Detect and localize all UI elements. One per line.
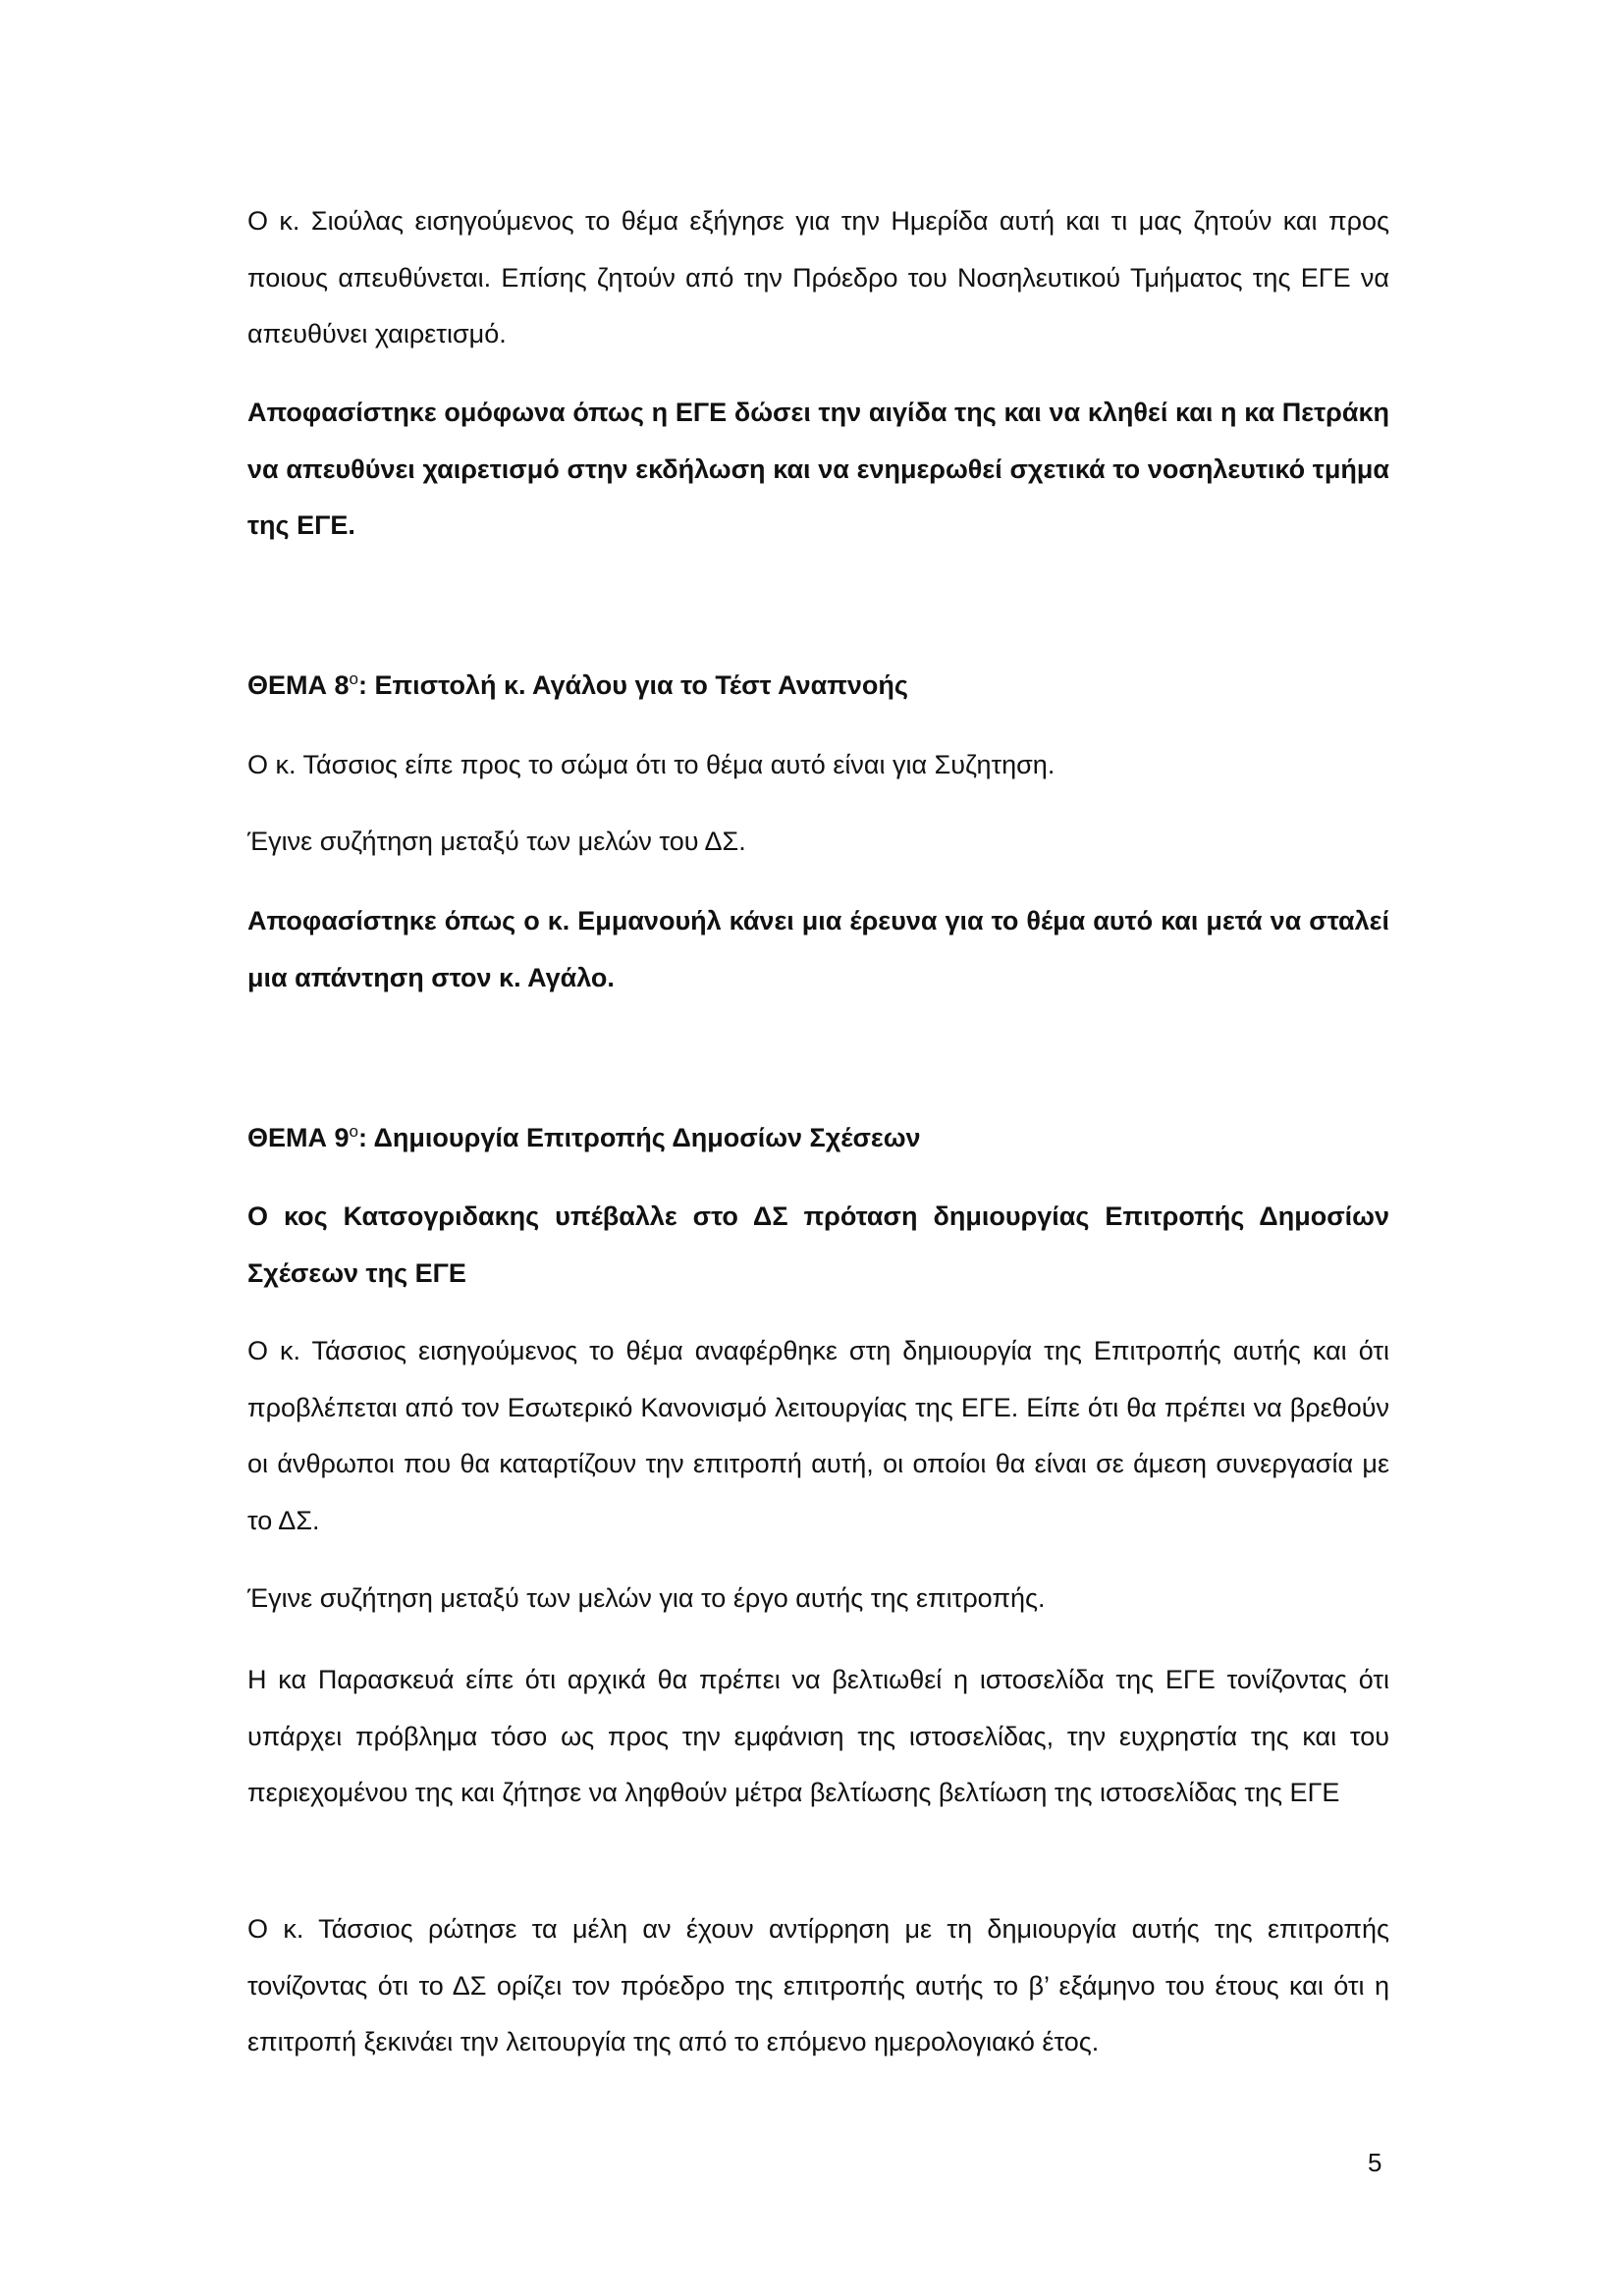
page-number: 5: [1368, 2148, 1382, 2177]
proposal-katsogridakis: Ο κος Κατσογριδακης υπέβαλλε στο ΔΣ πρόταση δημιουργίας Επιτροπής Δημοσίων Σχέσεων της ΕΓΕ: [247, 1201, 1389, 1288]
paragraph-members-discussion: Έγινε συζήτηση μεταξύ των μελών για το έργο αυτής της επιτροπής.: [247, 1583, 1046, 1613]
topic-8-title: : Επιστολή κ. Αγάλου για το Τέστ Αναπνοής: [358, 670, 908, 700]
topic-8-prefix: ΘΕΜΑ 8: [247, 670, 350, 700]
topic-8-ordinal: ο: [349, 669, 358, 688]
paragraph-paraskeva-website: Η κα Παρασκευά είπε ότι αρχικά θα πρέπει να βελτιωθεί η ιστοσελίδα της ΕΓΕ τονίζοντας ότι υπάρχει πρόβλημα τόσο ως προς την εμφάνιση της ιστοσελίδας, την ευχρηστία της και του περιεχομένου της και ζήτησε να ληφθούν μέτρα βελτίωσης βελτίωση της ιστοσελίδας της ΕΓΕ: [247, 1665, 1389, 1807]
paragraph-tassios-discussion: Ο κ. Τάσσιος είπε προς το σώμα ότι το θέμα αυτό είναι για Συζητηση.: [247, 750, 1056, 779]
paragraph-tassios-committee: Ο κ. Τάσσιος εισηγούμενος το θέμα αναφέρθηκε στη δημιουργία της Επιτροπής αυτής και ότι προβλέπεται από τον Εσωτερικό Κανονισμό λειτουργίας της ΕΓΕ. Είπε ότι θα πρέπει να βρεθούν οι άνθρωποι που θα καταρτίζουν την επιτροπή αυτή, οι οποίοι θα είναι σε άμεση συνεργασία με το ΔΣ.: [247, 1336, 1389, 1535]
topic-9-heading: [247, 1110, 1389, 1167]
decision-aegis: Αποφασίστηκε ομόφωνα όπως η ΕΓΕ δώσει την αιγίδα της και να κληθεί και η κα Πετράκη να απευθύνει χαιρετισμό στην εκδήλωση και να ενημερωθεί σχετικά το νοσηλευτικό τμήμα της ΕΓΕ.: [247, 398, 1389, 540]
decision-emmanouil-research: Αποφασίστηκε όπως ο κ. Εμμανουήλ κάνει μια έρευνα για το θέμα αυτό και μετά να σταλεί μια απάντηση στον κ. Αγάλο.: [247, 906, 1389, 992]
paragraph-board-discussion: Έγινε συζήτηση μεταξύ των μελών του ΔΣ.: [247, 827, 746, 856]
topic-9-prefix: ΘΕΜΑ 9: [247, 1123, 350, 1152]
topic-9-ordinal: ο: [349, 1122, 358, 1141]
paragraph-siulas-intro: Ο κ. Σιούλας εισηγούμενος το θέμα εξήγησε για την Ημερίδα αυτή και τι μας ζητούν και προς ποιους απευθύνεται. Επίσης ζητούν από την Πρόεδρο του Νοσηλευτικού Τμήματος της ΕΓΕ να απευθύνει χαιρετισμό.: [247, 206, 1389, 348]
paragraph-tassios-question: Ο κ. Τάσσιος ρώτησε τα μέλη αν έχουν αντίρρηση με τη δημιουργία αυτής της επιτροπής τονίζοντας ότι το ΔΣ ορίζει τον πρόεδρο της επιτροπής αυτής το β’ εξάμηνο του έτους και ότι η επιτροπή ξεκινάει την λειτουργία της από το επόμενο ημερολογιακό έτος.: [247, 1914, 1389, 2056]
topic-8-heading: [247, 658, 1389, 715]
topic-9-title: : Δημιουργία Επιτροπής Δημοσίων Σχέσεων: [358, 1123, 921, 1152]
